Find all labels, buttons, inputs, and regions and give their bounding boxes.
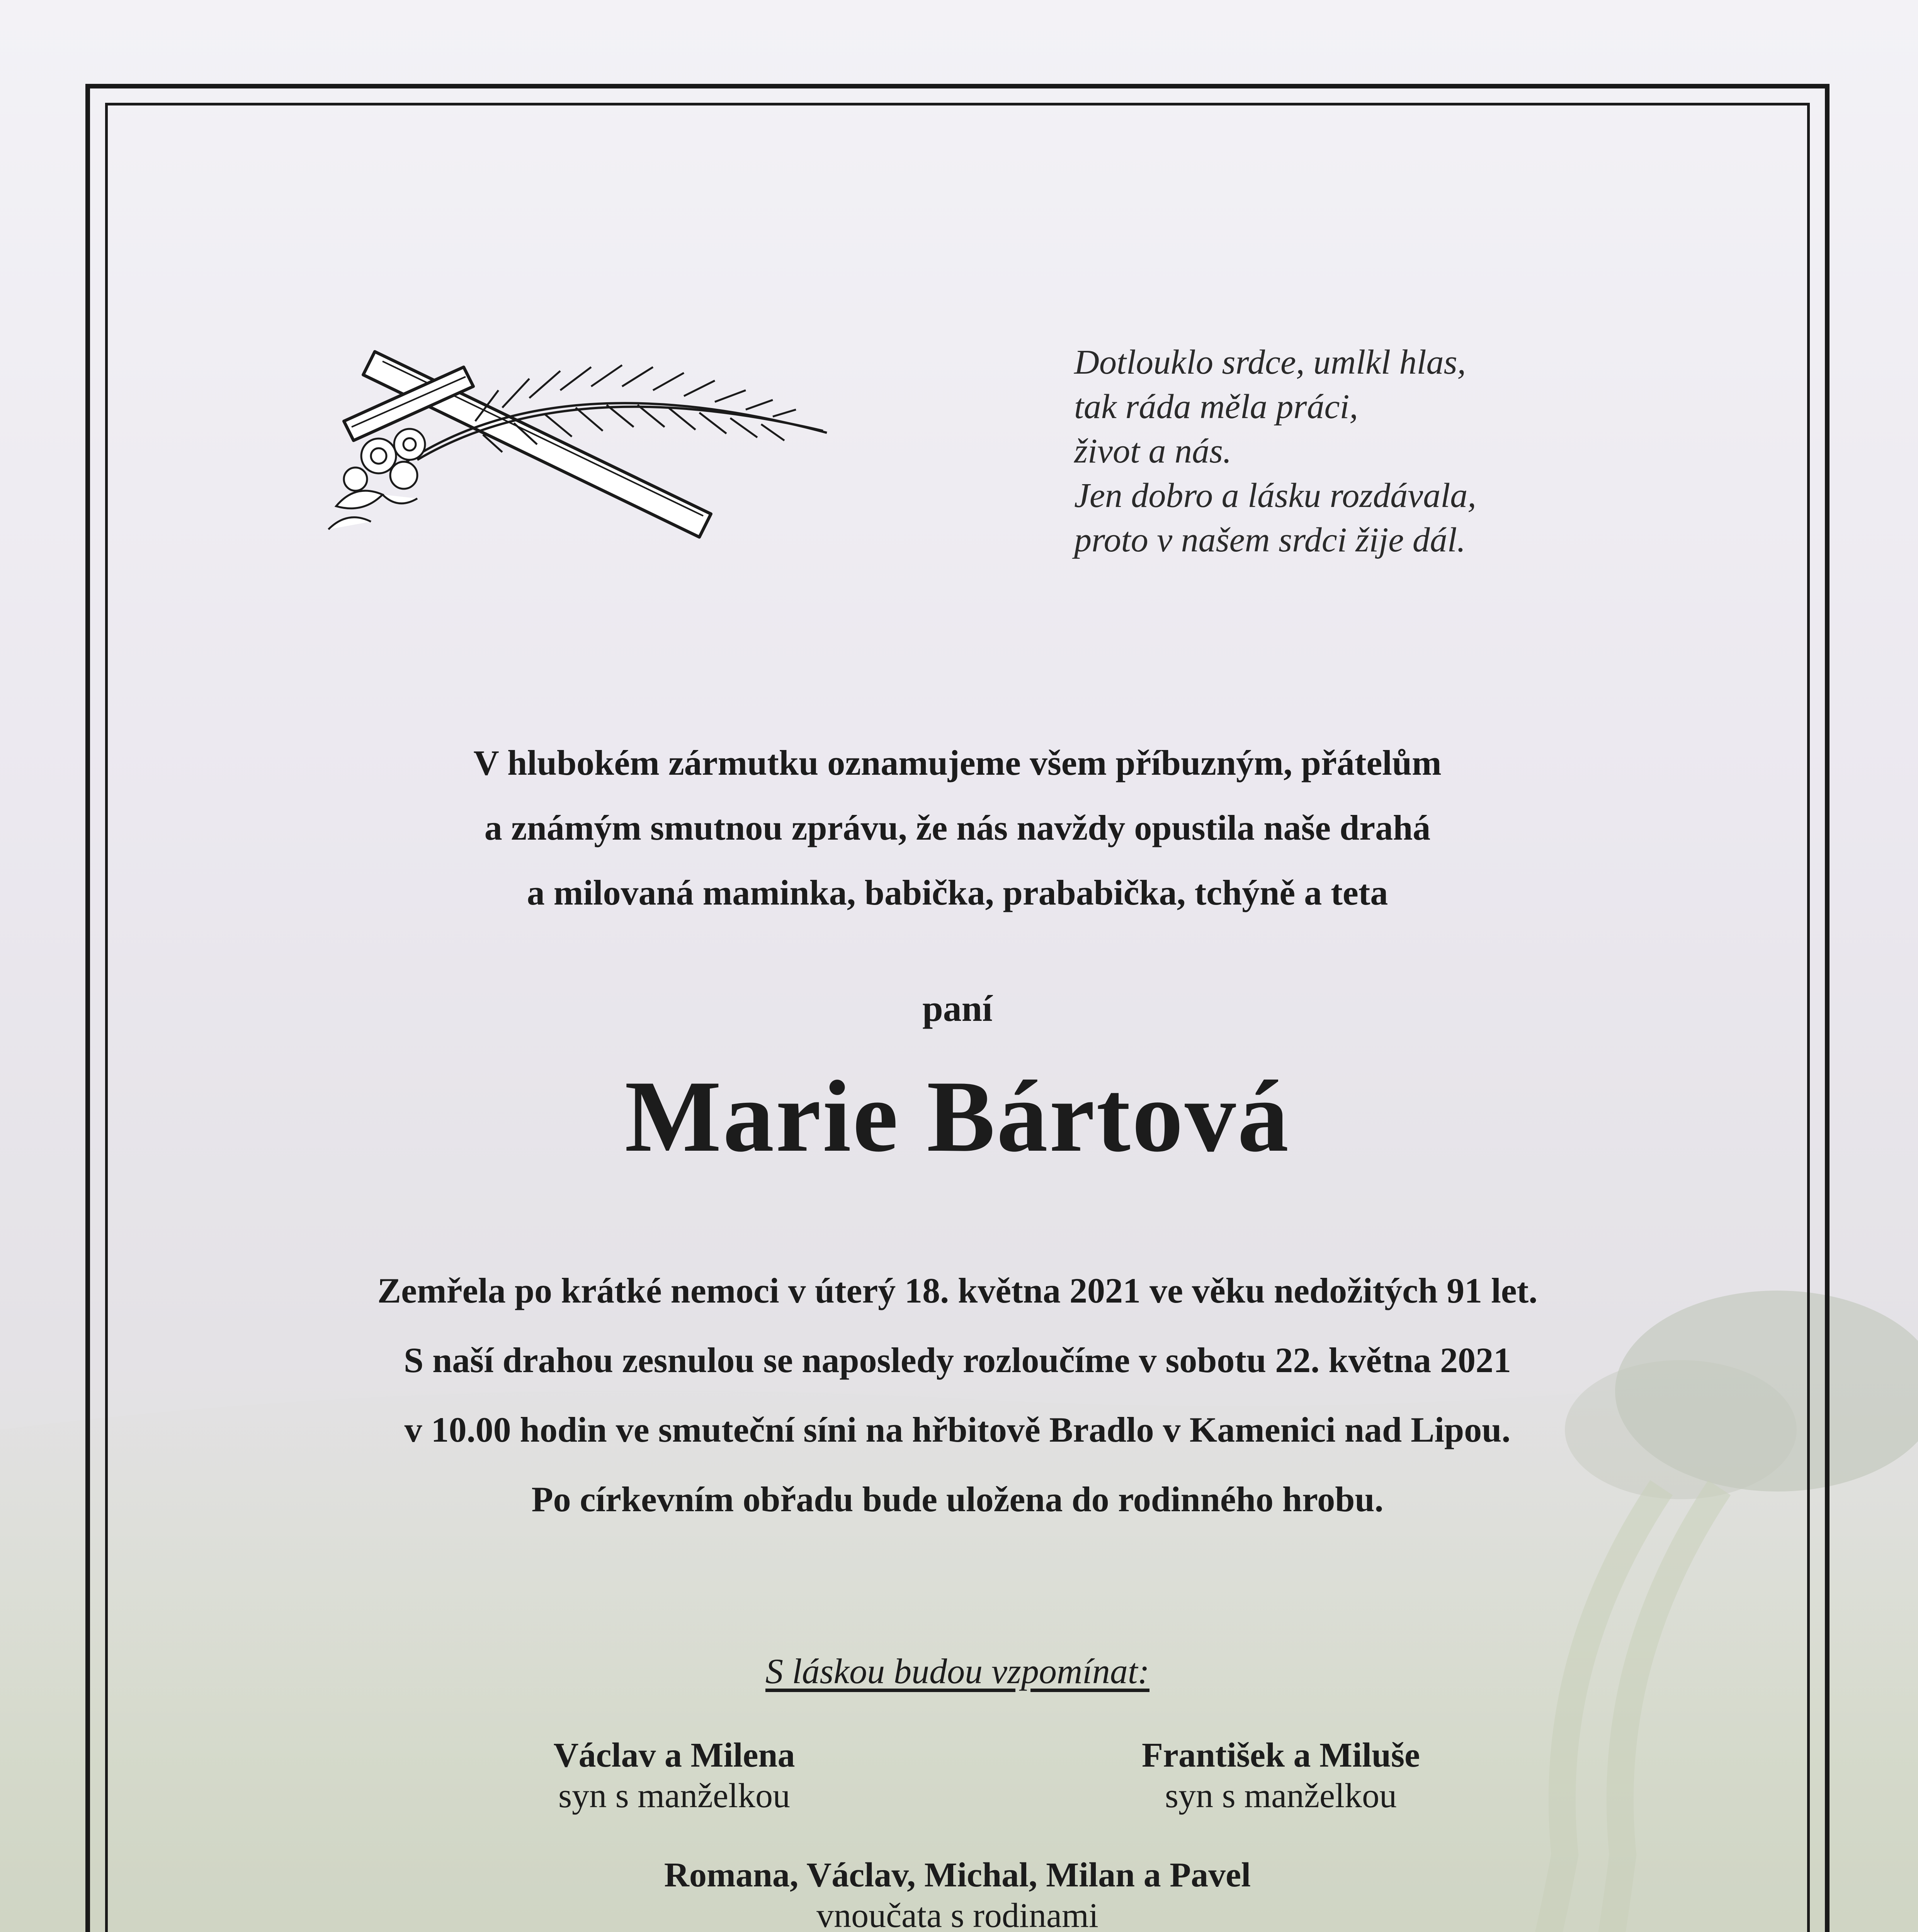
announcement-line: a známým smutnou zprávu, že nás navždy opustila naše drahá <box>484 808 1431 847</box>
deceased-name: Marie Bártová <box>624 1060 1291 1173</box>
deceased-title: paní <box>922 988 993 1029</box>
announcement-line: V hlubokém zármutku oznamujeme všem příbuzným, přátelům <box>473 743 1442 782</box>
poem-line: Dotlouklo srdce, umlkl hlas, <box>1074 343 1466 381</box>
poem-line: život a nás. <box>1074 432 1232 470</box>
announcement-line: a milovaná maminka, babička, prababička, tchýně a teta <box>527 873 1388 912</box>
death-notice-line: S naší drahou zesnulou se naposledy rozloučíme v sobotu 22. května 2021 <box>403 1340 1512 1380</box>
death-notice-line: v 10.00 hodin ve smuteční síni na hřbitově Bradlo v Kamenici nad Lipou. <box>404 1410 1511 1449</box>
mourner-relation: syn s manželkou <box>558 1777 790 1815</box>
mourner-names: František a Miluše <box>1142 1736 1420 1774</box>
mourner-names: Václav a Milena <box>553 1736 795 1774</box>
announcement <box>105 730 1810 925</box>
mourner-relation: syn s manželkou <box>1165 1777 1397 1815</box>
poem <box>1074 340 1654 562</box>
death-notice-line: Po církevním obřadu bude uložena do rodinného hrobu. <box>531 1480 1384 1519</box>
poem-line: tak ráda měla práci, <box>1074 388 1358 426</box>
mourner-relation: vnoučata s rodinami <box>816 1896 1098 1932</box>
death-notice-line: Zemřela po krátké nemoci v úterý 18. května 2021 ve věku nedožitých 91 let. <box>377 1271 1538 1310</box>
mourner-group-right <box>972 1735 1590 1816</box>
mourners-heading: S láskou budou vzpomínat: <box>765 1651 1150 1691</box>
cross-with-palm-icon <box>321 328 850 560</box>
poem-line: Jen dobro a lásku rozdávala, <box>1074 476 1476 515</box>
poem-line: proto v našem srdci žije dál. <box>1074 521 1466 559</box>
mourner-group-left <box>365 1735 983 1816</box>
mourner-group-grandchildren <box>105 1855 1810 1932</box>
death-notice <box>105 1256 1810 1534</box>
mourner-names: Romana, Václav, Michal, Milan a Pavel <box>664 1856 1251 1894</box>
